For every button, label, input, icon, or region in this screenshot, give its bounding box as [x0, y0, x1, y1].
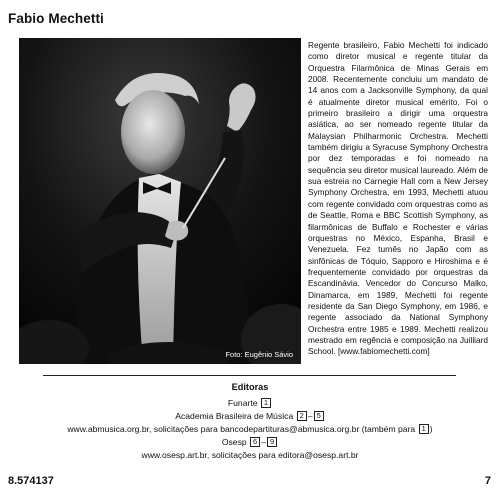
track-ref-box: 1 — [419, 424, 429, 434]
divider — [43, 375, 456, 376]
biography-text: Regente brasileiro, Fabio Mechetti foi indicado como diretor musical e regente titular da Orquestra Filarmônica de Minas Gerais em 2008. Recentemente concluiu um mandato de 14 anos com a Jacksonville Symphony, da qual é atualmente diretor musical emérito. Foi o primeiro brasileiro a dirigir uma orquestra asiática, ao ser nomeado regente titular da Malaysian Philharmonic Orchestra. Mechetti também dirigiu a Syracuse Symphony Orchestra por dez temporadas e foi nomeado na sequência seu diretor musical laureado. Além de sua estreia no Carnegie Hall com a New Jersey Symphony Orchestra, em 1993, Mechetti atuou com regente convidado com orquestras como as de Seattle, Roma e BBC Scottish Symphony, as filarmônicas de Buffalo e Rochester e várias orquestras no México, Espanha, Brasil e Venezuela. Fez turnês no Japão com as sinfônicas de Tóquio, Sapporo e Hiroshima e é frequentemente convidado por orquestras da Escandinávia. Vencedor do Concurso Malko, Dinamarca, em 1989, Mechetti foi regente residente da San Diego Symphony, em 1986, e regente associado da National Symphony Orchestra entre 1985 e 1989. Mechetti realizou mestrado em regência e composição na Juilliard School. [www.fabiomechetti.com] — [308, 40, 488, 357]
track-ref-box: 1 — [261, 398, 271, 408]
track-ref-box: 6 — [250, 437, 260, 447]
page-number: 7 — [484, 475, 491, 487]
close-paren: ) — [429, 424, 433, 434]
publisher-osesp-contact: www.osesp.art.br, solicitações para editora@osesp.art.br — [141, 450, 359, 460]
track-ref-box: 2 — [297, 411, 307, 421]
contact-text: www.abmusica.org.br, solicitações para bancodepartituras@abmusica.org.br (também para — [67, 424, 416, 434]
publisher-name: Osesp — [221, 437, 247, 447]
conductor-illustration — [19, 38, 301, 364]
publishers-section — [0, 382, 500, 462]
catalog-number: 8.574137 — [8, 475, 54, 487]
publisher-name: Academia Brasileira de Música — [175, 411, 294, 421]
publishers-heading: Editoras — [231, 382, 269, 392]
page-title: Fabio Mechetti — [8, 11, 104, 26]
range-dash: – — [307, 411, 313, 421]
track-ref-box: 5 — [314, 411, 324, 421]
publisher-funarte — [0, 397, 500, 410]
photo-credit: Foto: Eugênio Sávio — [225, 350, 293, 359]
publisher-abm — [0, 410, 500, 423]
track-ref-box: 9 — [267, 437, 277, 447]
publisher-abm-contact — [0, 423, 500, 436]
publisher-osesp — [0, 436, 500, 449]
publisher-name: Funarte — [227, 398, 258, 408]
range-dash: – — [261, 437, 266, 447]
conductor-photo — [19, 38, 301, 364]
